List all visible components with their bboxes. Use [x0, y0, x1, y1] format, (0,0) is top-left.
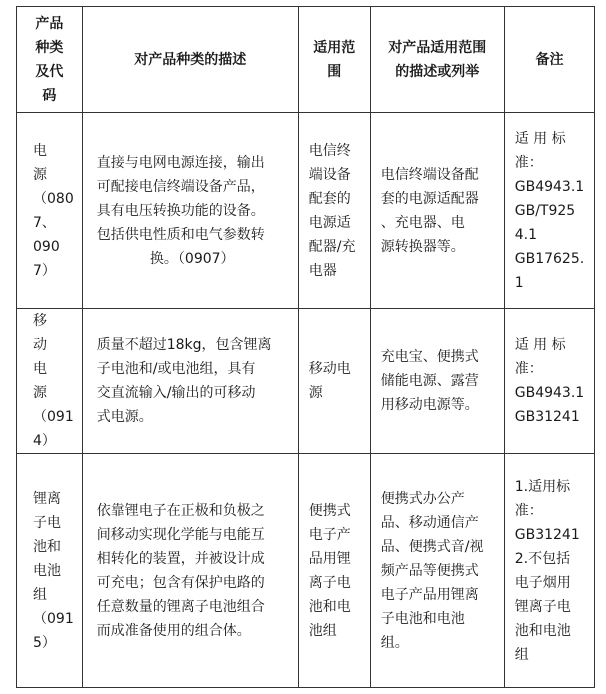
product-code-cell: 锂离 子电 池和 电池 组 （091 5） — [17, 454, 83, 688]
product-desc-cell: 依靠锂电子在正极和负极之 间移动实现化学能与电能互 相转化的装置，并被设计成 可充电；包含有保护电路的 任意数量的锂离子电池组合 而成准备使用的组合体。 — [82, 454, 298, 688]
scope-cell: 电信终 端设备 配套的 电源适 配器/充 电器 — [298, 113, 370, 309]
notes-cell: 适 用 标 准： GB4943.1 GB31241 — [504, 309, 594, 454]
scope-desc-cell: 充电宝、便携式 储能电源、露营 用移动电源等。 — [370, 309, 504, 454]
table-row — [17, 113, 595, 309]
table-row — [17, 309, 595, 454]
header-scope: 适用范 围 — [298, 7, 370, 113]
table-header-row — [17, 7, 595, 113]
header-product-code: 产品 种类 及代 码 — [17, 7, 83, 113]
header-product-desc: 对产品种类的描述 — [82, 7, 298, 113]
scope-desc-cell: 电信终端设备配 套的电源适配器 、充电器、电 源转换器等。 — [370, 113, 504, 309]
product-scope-table — [16, 6, 595, 688]
product-code-cell: 电 源 （080 7、 090 7） — [17, 113, 83, 309]
notes-cell: 1.适用标 准： GB31241 2.不包括 电子烟用 锂离子电 池和电池 组 — [504, 454, 594, 688]
table-row — [17, 454, 595, 688]
header-scope-desc: 对产品适用范围 的描述或列举 — [370, 7, 504, 113]
notes-cell: 适 用 标 准： GB4943.1 GB/T925 4.1 GB17625. 1 — [504, 113, 594, 309]
product-code-cell: 移 动 电 源 （091 4） — [17, 309, 83, 454]
product-desc-cell: 直接与电网电源连接，输出 可配接电信终端设备产品， 具有电压转换功能的设备。 包括供电性质和电气参数转 换。（0907） — [82, 113, 298, 309]
scope-cell: 移动电 源 — [298, 309, 370, 454]
scope-desc-cell: 便携式办公产 品、移动通信产 品、便携式音/视 频产品等便携式 电子产品用锂离 子电池和电池 组。 — [370, 454, 504, 688]
product-desc-cell: 质量不超过18kg，包含锂离 子电池和/或电池组，具有 交直流输入/输出的可移动 式电源。 — [82, 309, 298, 454]
scope-cell: 便携式 电子产 品用锂 离子电 池和电 池组 — [298, 454, 370, 688]
header-notes: 备注 — [504, 7, 594, 113]
